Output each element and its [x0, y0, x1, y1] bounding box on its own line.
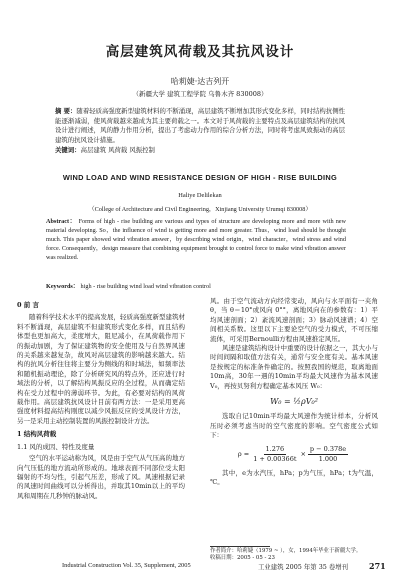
- paragraph-wind-direction: 风。由于空气流动方向经常变动，风向与水平面有一夹角 θ，当 θ＝10°或风向 0°°，离地风向在的参数有：1）平均风速剖面；2）紊流风速剖面；3）脉动风速谱；4）空间相关系数。这里以下主要论空气的受力模式，不可压缩流体，可采用Bernoulli方程由风速推定风压。: [210, 297, 378, 343]
- en-affiliation: （College of Architecture and Civil Engineering，Xinjiang University Urumqi 830008）: [88, 206, 312, 213]
- footnote: 作者简介：哈莉婕（1979 ~ ），女，1994年毕业于新疆大学。 收稿日期：2005 - 05 - 23: [210, 548, 362, 561]
- formula-fraction-1: [251, 445, 298, 465]
- abstract-cn-text: 随着轻质高强度新型建筑材料的不断涌现，高层建筑不断增加其形式变化多样，同时结构抗侧性能逐渐减弱，使风荷载越来越成为其主要荷载之一。本文对于风荷载的主要特点及高层建筑结构的抗风设计进行阐述，风的静力作用分析，提出了考虑动力作用的综合分析方法，同时将考虑风致振动的高层建筑的抗风设计措施。: [55, 107, 345, 144]
- en-abstract-text: Forms of high - rise building are various and types of structure are developing more and more with new material developing. So，the influence of wind is getting more and more greater. Thus，wind load should be thought much. This paper showed wind vibration answer，by describing wind origin，wind character，wind stress and wind force. Consequently，design measure that combining equipment brought to control force to make wind vibration answer was realized.: [46, 218, 347, 261]
- formula-fraction-2-numerator: p − 0.378e: [308, 445, 348, 455]
- en-authors: Haliye Delilekan: [178, 192, 222, 199]
- affiliation: （新疆大学 建筑工程学院 乌鲁木齐 830008）: [132, 90, 268, 98]
- page-number: 271: [369, 561, 386, 571]
- formula-fraction-1-numerator: 1.276: [264, 445, 287, 455]
- en-keywords-text: high - rise building wind load wind vibration control: [80, 283, 211, 290]
- en-title: WIND LOAD AND WIND RESISTANCE DESIGN OF HIGH - RISE BUILDING: [62, 173, 338, 182]
- formula-air-density-lhs: ρ =: [237, 449, 250, 458]
- left-column: [17, 297, 185, 501]
- keywords-cn-label: 关键词：: [55, 146, 81, 154]
- section-heading-wind-load: 1 结构风荷载: [17, 430, 57, 439]
- footer-journal-en: Industrial Construction Vol. 35, Supplement, 2005: [62, 562, 191, 569]
- abstract-cn: [55, 107, 345, 145]
- formula-fraction-2: [308, 445, 348, 465]
- formula-fraction-1-denominator: 1 + 0.00366t: [253, 455, 297, 464]
- formula-air-density: [210, 445, 378, 465]
- paper-title: 高层建筑风荷载及其抗风设计: [105, 44, 295, 60]
- paragraph-basic-wind-speed: 风速是建筑结构设计中重要的设计依据之一，其大小与时间间隔和取值方法有关，通常与安全度有关。基本风速是按规定的标准条件确定的。按照我国的规范，取离地面10m高，30年一遇的10min平均最大风速作为基本风速 V₀，再按贝努利方程确定基本风压 W₀：: [210, 344, 378, 390]
- formula-times-sign: ×: [300, 449, 306, 458]
- en-abstract-label: Abstract：: [46, 218, 77, 225]
- authors: 哈莉婕·达吉列开: [170, 77, 230, 86]
- paragraph-air-density: 选取自记10min平均最大风速作为统计样本，分析风压时必须考虑当时的空气密度的影响。空气密度公式如下：: [210, 412, 378, 440]
- paragraph-intro: 随着科学技术水平的提高发展，轻质高强度新型建筑材料不断涌现，高层建筑不但建筑形式变化多样，而且结构体型也更加高大，柔度增大，阻尼减小，在风荷载作用下的振动加剧，为了保证建筑物的安全使用及与自然界风速的关系越来越复杂，故风对高层建筑的影响越来越大。结构的抗风分析往往将主要分为侧线的和时域法，如频率法和随机振动理论，除了分析研究风的特点外，还应进行时域法的分析，以了解结构风振反应的全过程，从而确定结构在受力过程中的薄弱环节。为此，有必要对结构的风荷载作用。高层建筑抗风设计目前有两方法：一是采用更高强度材料提高结构刚度以减少风振反应的受风设计方法，另一是采用主动控制装置的风振控制设计方法。: [17, 313, 185, 425]
- footer-journal-cn: 工业建筑 2005 年第 35 卷增刊: [258, 563, 349, 571]
- section-heading-intro: 0 前 言: [17, 301, 40, 309]
- abstract-cn-label: 摘 要：: [55, 107, 77, 115]
- paragraph-formula-variables: 其中，e为水汽压，hPa；p为气压，hPa；t为气温，℃。: [210, 468, 378, 486]
- en-abstract: [46, 218, 346, 263]
- formula-basic-wind-pressure: W₀ = ½ρV₀²: [270, 397, 318, 407]
- en-keywords: [46, 281, 346, 290]
- en-keywords-label: Keywords：: [46, 283, 79, 290]
- keywords-cn-text: 高层建筑 风荷载 风振控制: [80, 146, 155, 154]
- right-column: [210, 297, 378, 487]
- subsection-heading-wind-origin: 1.1 风的成因、特性及度量: [17, 442, 95, 451]
- formula-fraction-2-denominator: 1.000: [318, 455, 338, 464]
- keywords-cn: [55, 146, 345, 155]
- paragraph-wind-origin: 空气的水平运动称为风，风是由于空气从气压高的地方向气压低的地方流动所形成的。地球表面不同部位受太阳辐射的不均匀性，引起气压差，形成了风。风速根据记录的风速时间曲线可以分析得出，并取其10min以上的平均风和周期在几秒钟的脉动风。: [17, 454, 185, 500]
- footnote-divider: [210, 546, 270, 547]
